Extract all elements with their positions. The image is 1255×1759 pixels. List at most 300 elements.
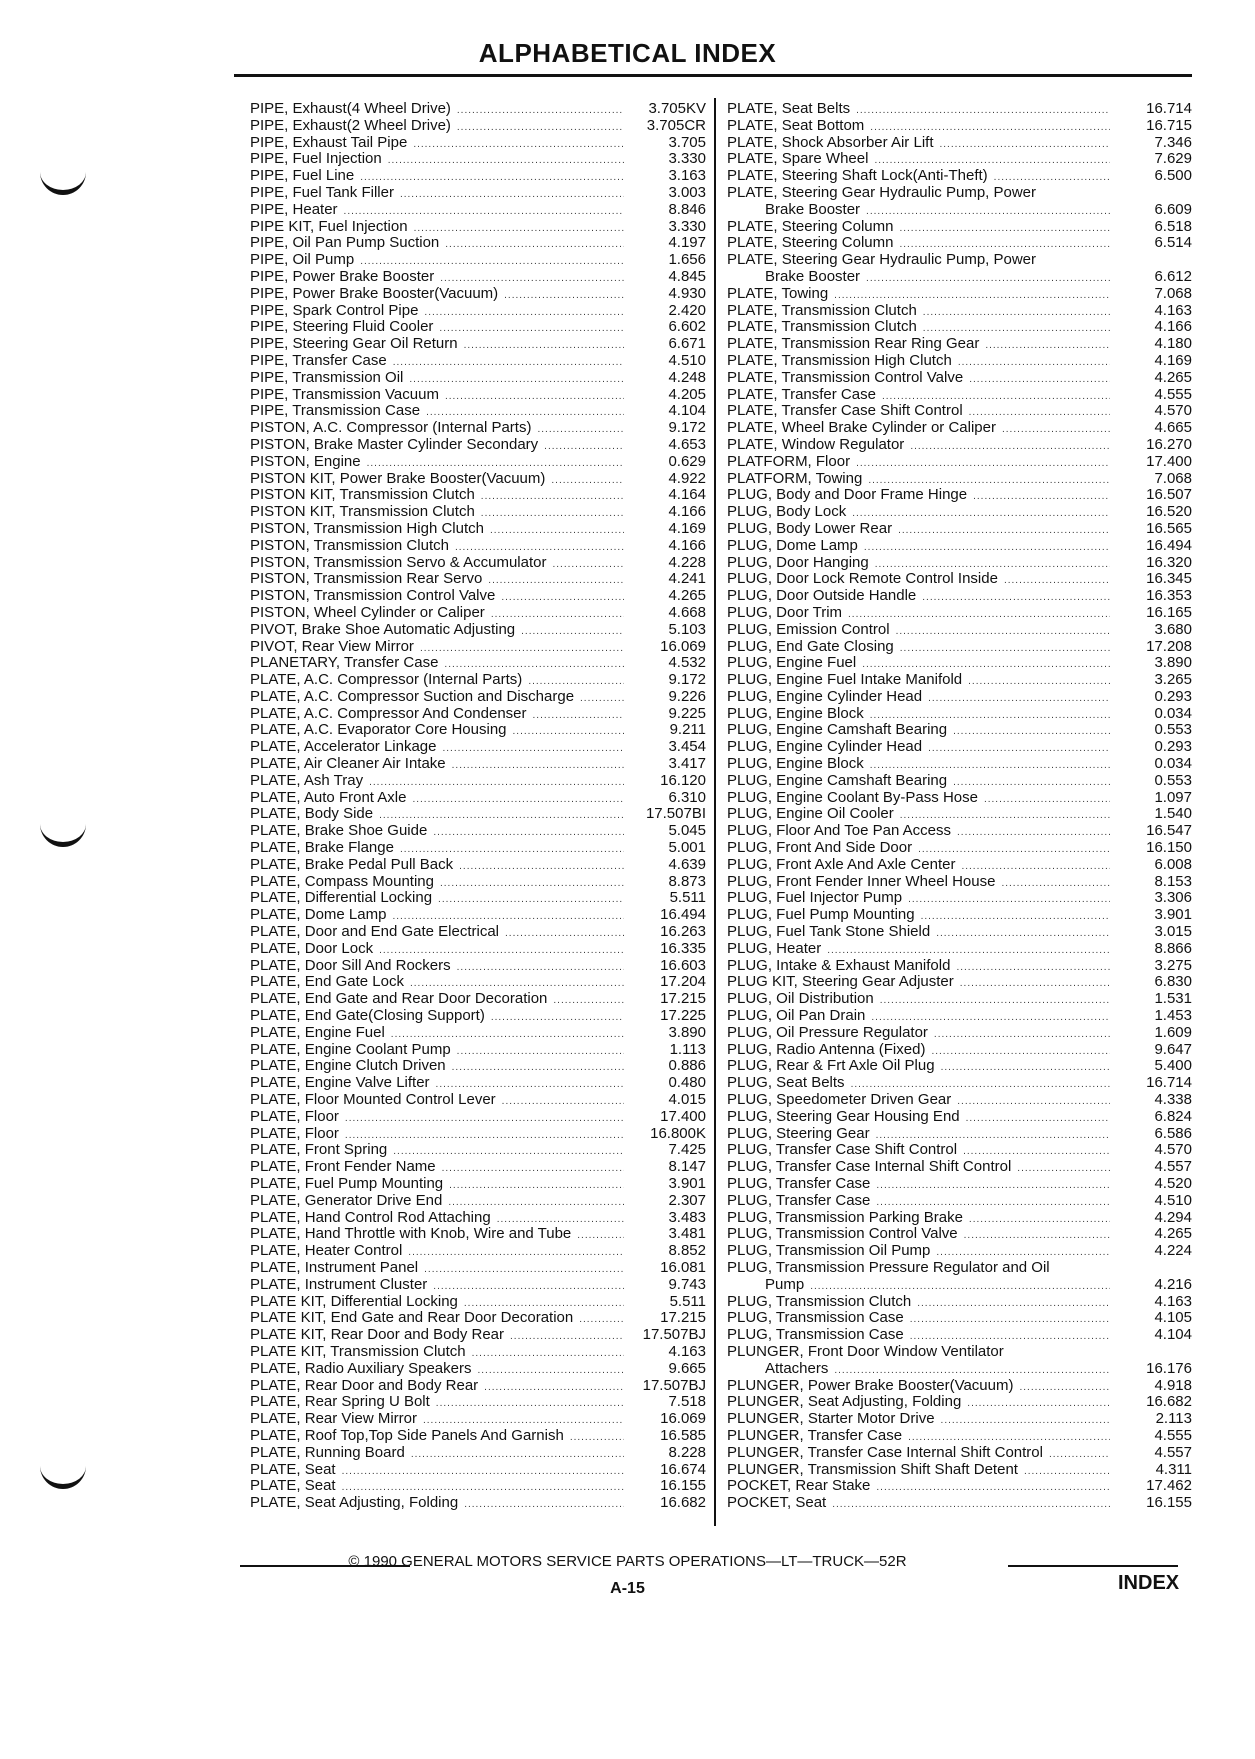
- dot-leader: [451, 1044, 624, 1061]
- index-entry-reference: 17.208: [1146, 637, 1192, 655]
- index-entry-reference: 4.104: [1154, 1326, 1192, 1344]
- index-entry-reference: 16.520: [1146, 503, 1192, 521]
- index-entry: [727, 487, 1192, 504]
- index-entry: [250, 941, 706, 958]
- index-entry-reference: 4.520: [1154, 1175, 1192, 1192]
- dot-leader: [437, 741, 625, 758]
- index-entry-label: PIVOT, Brake Shoe Automatic Adjusting: [250, 620, 516, 638]
- dot-leader: [928, 1027, 1110, 1044]
- index-entry: [727, 269, 1192, 286]
- index-entry-label: PLUG, Transfer Case Shift Control: [727, 1141, 958, 1159]
- index-entry: [250, 806, 706, 823]
- index-entry-reference: 4.265: [1154, 1225, 1192, 1243]
- index-entry-reference: 0.293: [1154, 738, 1192, 756]
- index-entry: [250, 1109, 706, 1126]
- dot-leader: [952, 355, 1110, 372]
- index-entry-reference: 17.204: [660, 973, 706, 991]
- index-entry-label: PLUG, Fuel Tank Stone Shield: [727, 923, 931, 941]
- index-entry-label: PLATE, Front Fender Name: [250, 1158, 436, 1176]
- index-entry-label: PIVOT, Rear View Mirror: [250, 637, 414, 655]
- dot-leader: [436, 1161, 624, 1178]
- dot-leader: [432, 892, 624, 909]
- dot-leader: [507, 724, 624, 741]
- index-entry-label: PLATE, Radio Auxiliary Speakers: [250, 1359, 472, 1377]
- index-entry-label: PIPE, Steering Gear Oil Return: [250, 335, 458, 353]
- index-entry-reference: 0.629: [668, 452, 706, 470]
- index-entry: [250, 991, 706, 1008]
- index-entry-reference: 16.565: [1146, 519, 1192, 537]
- index-entry-label: PIPE, Power Brake Booster(Vacuum): [250, 284, 499, 302]
- index-entry: [727, 1394, 1192, 1411]
- index-entry-reference: 1.113: [669, 1040, 706, 1058]
- index-entry: [250, 739, 706, 756]
- index-entry-label: PLUG, Transmission Case: [727, 1326, 904, 1344]
- index-entry-reference: 4.845: [668, 267, 706, 285]
- index-entry-label: POCKET, Rear Stake: [727, 1477, 871, 1495]
- index-entry-reference: 4.665: [1154, 419, 1192, 437]
- index-entry-label: PISTON, A.C. Compressor (Internal Parts): [250, 419, 532, 437]
- index-entry: [250, 1075, 706, 1092]
- index-entry-label: PLATE, Transmission Rear Ring Gear: [727, 335, 980, 353]
- index-entry-label: PLATE, A.C. Evaporator Core Housing: [250, 721, 507, 739]
- dot-leader: [963, 1212, 1110, 1229]
- dot-leader: [475, 506, 624, 523]
- index-entry-label: PLATE, Transmission Clutch: [727, 301, 917, 319]
- index-entry-reference: 4.668: [668, 603, 706, 621]
- index-entry: [250, 555, 706, 572]
- index-entry: [250, 1411, 706, 1428]
- index-entry-reference: 7.068: [1154, 469, 1192, 487]
- index-entry-label: PLUG, Engine Camshaft Bearing: [727, 721, 948, 739]
- index-entry-label: PLUNGER, Transfer Case: [727, 1426, 903, 1444]
- index-entry-reference: 3.163: [668, 167, 706, 185]
- index-entry: [727, 303, 1192, 320]
- index-entry-label: PIPE, Spark Control Pipe: [250, 301, 419, 319]
- index-entry: [250, 1260, 706, 1277]
- index-entry-reference: 3.705: [668, 133, 706, 151]
- index-entry-reference: 3.454: [668, 738, 706, 756]
- index-entry-label: PLATE, Steering Gear Hydraulic Pump, Power: [727, 183, 1037, 201]
- index-entry-label: PLATE, Rear View Mirror: [250, 1410, 417, 1428]
- index-entry-reference: 8.852: [668, 1242, 706, 1260]
- index-entry: [727, 857, 1192, 874]
- index-entry-label: PLATE, Air Cleaner Air Intake: [250, 755, 446, 773]
- dot-leader: [922, 741, 1110, 758]
- index-entry: [250, 958, 706, 975]
- dot-leader: [571, 1228, 624, 1245]
- index-entry-label: PLUG, Transfer Case: [727, 1191, 871, 1209]
- dot-leader: [433, 321, 624, 338]
- index-entry-reference: 5.001: [668, 839, 706, 857]
- index-entry: [250, 1008, 706, 1025]
- index-entry-label: PLATE, Hand Throttle with Knob, Wire and Tube: [250, 1225, 572, 1243]
- dot-leader: [472, 1363, 625, 1380]
- index-entry-reference: 4.180: [1154, 335, 1192, 353]
- index-entry-label: PIPE KIT, Fuel Injection: [250, 217, 408, 235]
- index-entry: [250, 823, 706, 840]
- index-entry-reference: 4.197: [668, 234, 706, 252]
- index-entry-reference: 17.225: [660, 1007, 706, 1025]
- index-entry-label: PLUG, Oil Distribution: [727, 990, 874, 1008]
- dot-leader: [434, 876, 624, 893]
- index-entry: [250, 1495, 706, 1512]
- index-entry-reference: 1.531: [1154, 990, 1192, 1008]
- index-entry-reference: 17.507BI: [645, 805, 706, 823]
- index-entry-label: PLUG, Transmission Parking Brake: [727, 1208, 963, 1226]
- index-entry: [250, 622, 706, 639]
- index-entry-reference: 3.890: [668, 1023, 706, 1041]
- index-entry-reference: 4.015: [668, 1091, 706, 1109]
- dot-leader: [860, 204, 1110, 221]
- index-entry: [727, 588, 1192, 605]
- index-entry-reference: 9.226: [668, 687, 706, 705]
- index-entry-reference: 5.511: [669, 889, 706, 907]
- dot-leader: [951, 1094, 1110, 1111]
- index-entry: [727, 790, 1192, 807]
- dot-leader: [850, 103, 1110, 120]
- index-entry-label: PLATE, Floor Mounted Control Lever: [250, 1091, 496, 1109]
- index-entry: [727, 454, 1192, 471]
- index-entry-label: PLUG, Body Lower Rear: [727, 519, 893, 537]
- dot-leader: [574, 691, 624, 708]
- index-entry: [727, 1310, 1192, 1327]
- dot-leader: [967, 489, 1110, 506]
- index-entry-reference: 4.205: [668, 385, 706, 403]
- page-number: A-15: [610, 1580, 645, 1597]
- index-entry-reference: 4.557: [1154, 1443, 1192, 1461]
- index-entry: [250, 1462, 706, 1479]
- index-entry-reference: 9.172: [668, 671, 706, 689]
- index-entry-reference: 0.293: [1154, 687, 1192, 705]
- dot-leader: [960, 1111, 1110, 1128]
- index-entry-label: PLUG, Front Fender Inner Wheel House: [727, 872, 996, 890]
- index-entry: [727, 336, 1192, 353]
- index-entry-reference: 0.034: [1154, 704, 1192, 722]
- index-entry-reference: 4.105: [1154, 1309, 1192, 1327]
- index-entry-label: PLUG, Heater: [727, 939, 822, 957]
- index-entry-reference: 4.241: [668, 570, 706, 588]
- index-entry-label: PLATE KIT, End Gate and Rear Door Decoration: [250, 1309, 574, 1327]
- index-entry-label: PLATE, Seat: [250, 1477, 336, 1495]
- index-entry-reference: 16.150: [1146, 839, 1192, 857]
- index-entry-reference: 16.714: [1146, 1074, 1192, 1092]
- index-entry-reference: 16.715: [1146, 116, 1192, 134]
- index-entry-reference: 4.918: [1154, 1376, 1192, 1394]
- index-entry-label: PLATE, A.C. Compressor And Condenser: [250, 704, 527, 722]
- index-entry: [727, 1495, 1192, 1512]
- index-entry: [727, 1058, 1192, 1075]
- dot-leader: [925, 1044, 1110, 1061]
- index-entry-label: PLATE, Towing: [727, 284, 829, 302]
- index-entry: [727, 235, 1192, 252]
- index-entry-reference: 16.263: [660, 923, 706, 941]
- dot-leader: [958, 1228, 1110, 1245]
- dot-leader: [961, 1396, 1110, 1413]
- dot-leader: [947, 724, 1110, 741]
- index-entry-reference: 8.846: [668, 200, 706, 218]
- index-entry: [250, 756, 706, 773]
- index-entry-label: PLATE, Window Regulator: [727, 435, 905, 453]
- index-entry-label: PLATE, Generator Drive End: [250, 1191, 443, 1209]
- dot-leader: [451, 103, 624, 120]
- index-entry: [250, 1042, 706, 1059]
- dot-leader: [890, 624, 1110, 641]
- index-entry-label: PISTON, Transmission Rear Servo: [250, 570, 483, 588]
- index-entry-label: PLUG, Body Lock: [727, 503, 847, 521]
- index-entry-label: PLUG, Transmission Oil Pump: [727, 1242, 931, 1260]
- index-entry-label: PLUG, Steering Gear Housing End: [727, 1107, 960, 1125]
- index-entry-label: PLATE, Transfer Case: [727, 385, 876, 403]
- index-entry: [727, 655, 1192, 672]
- index-entry-reference: 7.629: [1154, 150, 1192, 168]
- dot-leader: [904, 1312, 1110, 1329]
- index-entry: [250, 185, 706, 202]
- index-entry-reference: 1.609: [1154, 1023, 1192, 1041]
- index-entry-label: PLUNGER, Seat Adjusting, Folding: [727, 1393, 962, 1411]
- index-entry: [727, 219, 1192, 236]
- index-entry-label: PLATE KIT, Transmission Clutch: [250, 1342, 466, 1360]
- dot-leader: [979, 338, 1110, 355]
- index-entry-label: PLATE, Engine Fuel: [250, 1023, 385, 1041]
- index-entry: [727, 286, 1192, 303]
- index-entry-label: PLUG, Fuel Injector Pump: [727, 889, 903, 907]
- index-entry-label: Brake Booster: [765, 267, 861, 285]
- index-entry-label: PLATE, Engine Coolant Pump: [250, 1040, 451, 1058]
- index-entry-label: PLATE, Front Spring: [250, 1141, 388, 1159]
- index-entry: [727, 1042, 1192, 1059]
- index-entry: [727, 1126, 1192, 1143]
- index-entry-label: PLUG, Oil Pressure Regulator: [727, 1023, 928, 1041]
- index-entry: [727, 722, 1192, 739]
- index-entry-reference: 4.265: [1154, 368, 1192, 386]
- index-entry-reference: 8.228: [668, 1443, 706, 1461]
- index-entry-reference: 4.164: [668, 486, 706, 504]
- dot-leader: [963, 372, 1110, 389]
- index-entry-label: PLUNGER, Front Door Window Ventilator: [727, 1342, 1004, 1360]
- index-entry-reference: 16.165: [1146, 603, 1192, 621]
- index-entry: [727, 555, 1192, 572]
- index-entry: [250, 605, 706, 622]
- index-entry-reference: 4.532: [668, 654, 706, 672]
- index-entry-label: PIPE, Heater: [250, 200, 338, 218]
- index-entry-label: PISTON, Transmission Control Valve: [250, 587, 496, 605]
- index-entry-reference: 16.081: [660, 1258, 706, 1276]
- dot-leader: [482, 573, 624, 590]
- title-rule: [234, 74, 1192, 77]
- index-entry-label: PLATE, Brake Flange: [250, 839, 394, 857]
- index-entry: [727, 1025, 1192, 1042]
- index-entry: [727, 1327, 1192, 1344]
- index-entry-reference: 16.345: [1146, 570, 1192, 588]
- binder-hole-mark-1: [40, 168, 86, 195]
- index-entry: [250, 487, 706, 504]
- dot-leader: [1043, 1447, 1110, 1464]
- index-entry: [250, 353, 706, 370]
- index-entry-label: PLUG, Fuel Pump Mounting: [727, 906, 915, 924]
- index-entry-reference: 4.294: [1154, 1208, 1192, 1226]
- index-entry: [727, 1378, 1192, 1395]
- index-entry: [727, 471, 1192, 488]
- index-entry-reference: 4.557: [1154, 1158, 1192, 1176]
- index-entry: [250, 219, 706, 236]
- dot-leader: [430, 1396, 624, 1413]
- index-entry-reference: 17.215: [660, 1309, 706, 1327]
- dot-leader: [892, 523, 1110, 540]
- index-entry: [250, 1478, 706, 1495]
- index-entry-label: PLUG, Steering Gear: [727, 1124, 870, 1142]
- index-entry: [250, 521, 706, 538]
- index-entry: [250, 1327, 706, 1344]
- dot-leader: [406, 792, 624, 809]
- index-entry-label: PLATE, Compass Mounting: [250, 872, 434, 890]
- index-entry: [250, 857, 706, 874]
- index-entry: [727, 370, 1192, 387]
- index-entry: [727, 1478, 1192, 1495]
- index-entry-reference: 16.155: [660, 1477, 706, 1495]
- index-entry: [727, 135, 1192, 152]
- index-entry: [250, 252, 706, 269]
- index-entry-reference: 4.555: [1154, 1426, 1192, 1444]
- index-entry: [727, 991, 1192, 1008]
- index-entry: [250, 202, 706, 219]
- index-entry-label: PLATFORM, Floor: [727, 452, 851, 470]
- index-entry-label: PLUG, Engine Fuel Intake Manifold: [727, 671, 963, 689]
- index-entry: [250, 235, 706, 252]
- index-entry-reference: 0.553: [1154, 721, 1192, 739]
- index-entry: [250, 1210, 706, 1227]
- dot-leader: [954, 976, 1110, 993]
- index-entry: [727, 202, 1192, 219]
- index-entry-reference: 17.400: [1146, 452, 1192, 470]
- index-entry-reference: 8.147: [668, 1158, 706, 1176]
- index-entry-reference: 5.103: [668, 620, 706, 638]
- index-entry-reference: 2.420: [668, 301, 706, 319]
- index-entry-label: PLATE, Shock Absorber Air Lift: [727, 133, 934, 151]
- index-entry-label: PLUG, Engine Fuel: [727, 654, 857, 672]
- index-entry: [727, 1193, 1192, 1210]
- index-entry: [727, 622, 1192, 639]
- index-entry: [250, 151, 706, 168]
- index-entry-reference: 3.330: [668, 217, 706, 235]
- index-entry-label: PLUG, Speedometer Driven Gear: [727, 1091, 952, 1109]
- dot-leader: [527, 708, 624, 725]
- index-entry: [250, 1159, 706, 1176]
- index-entry-label: PLATE, Wheel Brake Cylinder or Caliper: [727, 419, 996, 437]
- index-entry-label: PLATE, Transmission Clutch: [727, 318, 917, 336]
- index-entry-reference: 16.155: [1146, 1494, 1192, 1512]
- index-entry: [250, 118, 706, 135]
- index-entry-label: PLUG, Seat Belts: [727, 1074, 845, 1092]
- index-entry-label: PLUG, Emission Control: [727, 620, 890, 638]
- index-entry-label: PLATE, Ash Tray: [250, 771, 364, 789]
- index-entry: [250, 1126, 706, 1143]
- index-entry-label: PLATE, Transfer Case Shift Control: [727, 402, 963, 420]
- index-entry-reference: 9.211: [669, 721, 706, 739]
- index-entry-label: PLATE, Brake Pedal Pull Back: [250, 855, 454, 873]
- index-entry: [250, 790, 706, 807]
- dot-leader: [950, 960, 1110, 977]
- dot-leader: [935, 1413, 1110, 1430]
- index-column-right: [727, 101, 1192, 1512]
- index-entry-label: PIPE, Transmission Vacuum: [250, 385, 439, 403]
- index-entry: [250, 655, 706, 672]
- index-entry-label: PISTON, Wheel Cylinder or Caliper: [250, 603, 485, 621]
- dot-leader: [478, 1380, 624, 1397]
- dot-leader: [453, 859, 624, 876]
- index-entry-reference: 3.330: [668, 150, 706, 168]
- dot-leader: [998, 573, 1110, 590]
- index-entry-label: PLUG KIT, Steering Gear Adjuster: [727, 973, 954, 991]
- index-entry-label: PLATE, Brake Shoe Guide: [250, 822, 428, 840]
- index-entry-label: PLATE, End Gate Lock: [250, 973, 404, 991]
- index-entry-label: PLUG, Transfer Case: [727, 1175, 871, 1192]
- index-entry-reference: 16.320: [1146, 553, 1192, 571]
- index-entry-label: PLATE, Seat Adjusting, Folding: [250, 1494, 459, 1512]
- index-entry: [727, 823, 1192, 840]
- index-entry: [727, 1008, 1192, 1025]
- index-entry: [250, 1428, 706, 1445]
- index-entry-reference: 3.680: [1154, 620, 1192, 638]
- index-entry: [727, 1411, 1192, 1428]
- index-entry: [250, 874, 706, 891]
- dot-leader: [446, 1060, 624, 1077]
- dot-leader: [504, 1329, 624, 1346]
- index-entry-label: PLATE, A.C. Compressor Suction and Discharge: [250, 687, 575, 705]
- index-entry: [727, 907, 1192, 924]
- index-entry: [727, 874, 1192, 891]
- index-entry-label: PLATE, Auto Front Axle: [250, 788, 407, 806]
- index-entry-reference: 16.069: [660, 637, 706, 655]
- index-entry-label: PLUNGER, Power Brake Booster(Vacuum): [727, 1376, 1014, 1394]
- dot-leader: [458, 1497, 624, 1514]
- index-entry: [250, 840, 706, 857]
- index-entry-label: PLATE, Hand Control Rod Attaching: [250, 1208, 491, 1226]
- index-entry: [250, 1344, 706, 1361]
- dot-leader: [515, 624, 624, 641]
- dot-leader: [446, 758, 624, 775]
- dot-leader: [996, 422, 1110, 439]
- index-entry: [727, 672, 1192, 689]
- index-entry: [250, 370, 706, 387]
- dot-leader: [439, 389, 624, 406]
- dot-leader: [915, 909, 1110, 926]
- index-entry: [250, 420, 706, 437]
- index-entry-reference: 6.612: [1154, 267, 1192, 285]
- index-entry: [250, 101, 706, 118]
- index-entry: [250, 689, 706, 706]
- column-divider: [714, 98, 716, 1526]
- index-entry-label: PLATE, Rear Door and Body Rear: [250, 1376, 479, 1394]
- index-entry-reference: 16.682: [1146, 1393, 1192, 1411]
- index-entry: [250, 387, 706, 404]
- index-entry-reference: 6.609: [1154, 200, 1192, 218]
- index-entry: [727, 773, 1192, 790]
- dot-leader: [573, 1312, 624, 1329]
- index-entry-label: PLATE, Rear Spring U Bolt: [250, 1393, 430, 1411]
- index-entry-label: PLUG, Door Lock Remote Control Inside: [727, 570, 998, 588]
- index-entry-label: PLUG, Oil Pan Drain: [727, 1007, 866, 1025]
- index-entry: [727, 1361, 1192, 1378]
- index-entry: [727, 756, 1192, 773]
- index-entry: [727, 1226, 1192, 1243]
- index-entry: [250, 319, 706, 336]
- index-entry-label: PLUG, Engine Coolant By-Pass Hose: [727, 788, 978, 806]
- index-entry: [250, 1277, 706, 1294]
- index-entry-label: Pump: [765, 1275, 805, 1293]
- index-entry-reference: 17.507BJ: [642, 1376, 706, 1394]
- index-entry: [250, 538, 706, 555]
- index-entry: [727, 639, 1192, 656]
